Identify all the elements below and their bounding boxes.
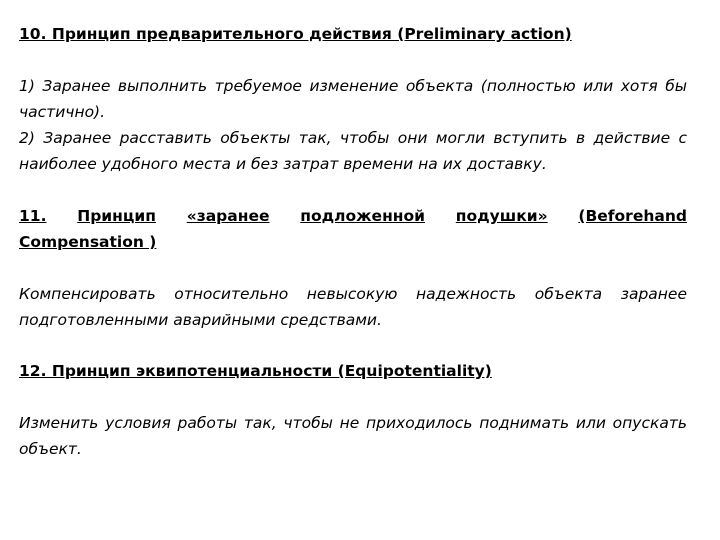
section-10-item-1 xyxy=(19,73,687,125)
section-10-item-1-line-2: частично). xyxy=(19,103,106,121)
section-11-heading-number: 11. xyxy=(19,207,47,225)
section-10-heading: 10. Принцип предварительного действия (Preliminary action) xyxy=(19,25,572,43)
section-11-body-line-1: Компенсировать относительно невысокую надежность объекта заранее xyxy=(19,285,687,303)
section-11-heading-english-1: (Beforehand xyxy=(578,207,687,225)
section-12-body-line-2: объект. xyxy=(19,440,82,458)
section-12-heading: 12. Принцип эквипотенциальности (Equipotentiality) xyxy=(19,362,492,380)
section-11-heading-english-2: Compensation ) xyxy=(19,233,157,251)
section-11-heading-word-beforehand: «заранее xyxy=(186,207,270,225)
section-11-heading xyxy=(19,203,687,255)
section-11-heading-line-2 xyxy=(19,229,687,255)
section-10-item-1-line-1: 1) Заранее выполнить требуемое изменение объекта (полностью или хотя бы xyxy=(19,77,687,95)
section-11-heading-word-principle: Принцип xyxy=(77,207,156,225)
section-11-body-line-2: подготовленными аварийными средствами. xyxy=(19,311,382,329)
section-11-body xyxy=(19,281,687,333)
section-11-heading-line-1 xyxy=(19,203,687,229)
section-10-item-2-line-1: 2) Заранее расставить объекты так, чтобы они могли вступить в действие с xyxy=(19,129,687,147)
section-11-heading-word-placed: подложенной xyxy=(300,207,425,225)
section-10-item-2-line-2: наиболее удобного места и без затрат времени на их доставку. xyxy=(19,155,547,173)
section-12-body-line-1: Изменить условия работы так, чтобы не приходилось поднимать или опускать xyxy=(19,414,687,432)
section-12-body xyxy=(19,410,687,462)
section-10-item-2 xyxy=(19,125,687,177)
section-11-heading-word-cushion: подушки» xyxy=(455,207,548,225)
document-page xyxy=(19,0,687,540)
